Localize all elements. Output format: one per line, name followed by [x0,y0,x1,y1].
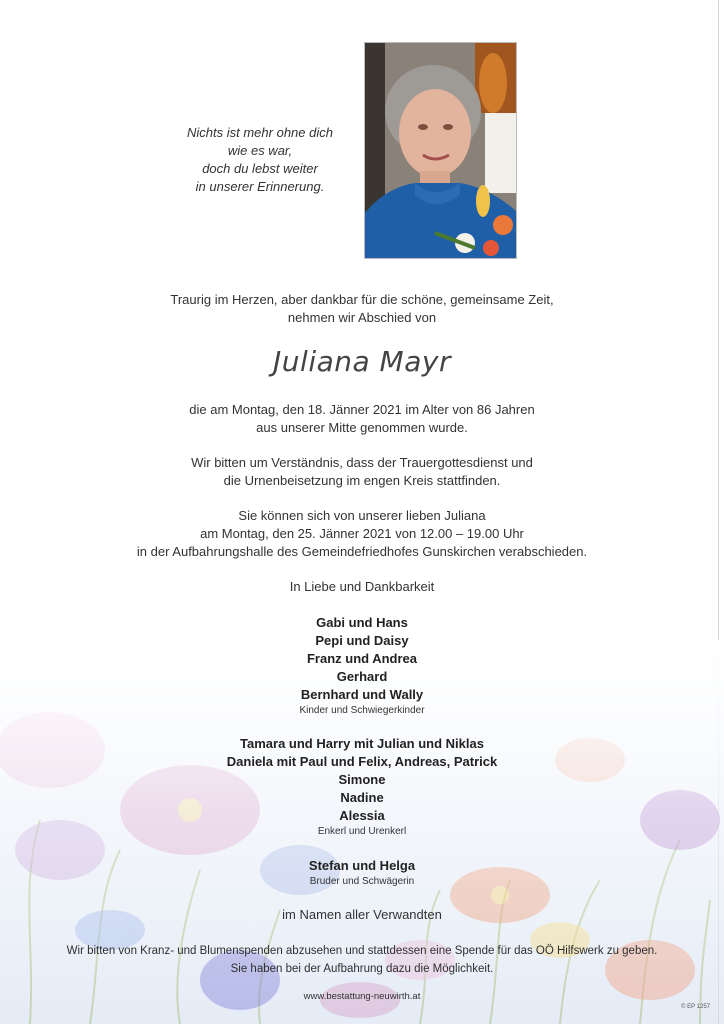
donation-line: Sie haben bei der Aufbahrung dazu die Möglichkeit. [230,963,494,975]
death-line: die am Montag, den 18. Jänner 2021 im Alter von 86 Jahren [189,402,535,417]
relationship-label: Bruder und Schwägerin [309,876,415,887]
portrait-photo [365,43,516,258]
motto-verse [150,124,370,196]
intro-line: Traurig im Herzen, aber dankbar für die schöne, gemeinsame Zeit, [170,292,554,307]
motto-line: in unserer Erinnerung. [195,179,325,194]
website-link[interactable]: www.bestattung-neuwirth.at [303,991,421,1002]
mourner-name: Simone [338,772,386,787]
service-line: die Urnenbeisetzung im engen Kreis stattfinden. [223,473,501,488]
mourner-name: Tamara und Harry mit Julian und Niklas [240,736,484,751]
farewell-line: am Montag, den 25. Jänner 2021 von 12.00 – 19.00 Uhr [200,526,524,541]
siblings-group [0,857,724,889]
mourner-name: Daniela mit Paul und Felix, Andreas, Patrick [226,754,498,769]
mourner-name: Gerhard [336,669,388,684]
relationship-label: Enkerl und Urenkerl [317,826,407,837]
mourner-name: Alessia [339,808,385,823]
intro-line: nehmen wir Abschied von [287,310,437,325]
motto-line: wie es war, [227,143,293,158]
farewell-line: in der Aufbahrungshalle des Gemeindefriedhofes Gunskirchen verabschieden. [136,544,588,559]
mourner-name: Bernhard und Wally [300,687,424,702]
closing-line: In Liebe und Dankbarkeit [289,579,435,594]
donation-note [0,942,724,978]
grandchildren-group [0,735,724,839]
mourner-name: Franz und Andrea [306,651,418,666]
death-line: aus unserer Mitte genommen wurde. [256,420,468,435]
service-line: Wir bitten um Verständnis, dass der Trauergottesdienst und [191,455,533,470]
mourner-name: Nadine [340,790,384,805]
death-notice [0,401,724,437]
intro-text [0,291,724,327]
motto-line: Nichts ist mehr ohne dich [187,125,333,140]
relatives-line: im Namen aller Verwandten [282,907,442,922]
deceased-name: Juliana Mayr [273,345,451,378]
mourner-name: Pepi und Daisy [315,633,409,648]
farewell-line: Sie können sich von unserer lieben Juliana [238,508,486,523]
motto-line: doch du lebst weiter [202,161,318,176]
print-code: © EP 1257 [681,1004,710,1010]
farewell-notice [0,507,724,561]
mourner-name: Gabi und Hans [316,615,408,630]
mourner-name: Stefan und Helga [308,858,416,873]
relationship-label: Kinder und Schwiegerkinder [299,705,425,716]
children-group [0,614,724,718]
service-notice [0,454,724,490]
donation-line: Wir bitten von Kranz- und Blumenspenden abzusehen und stattdessen eine Spende für das OÖ Hilfswerk zu geben. [66,945,658,957]
